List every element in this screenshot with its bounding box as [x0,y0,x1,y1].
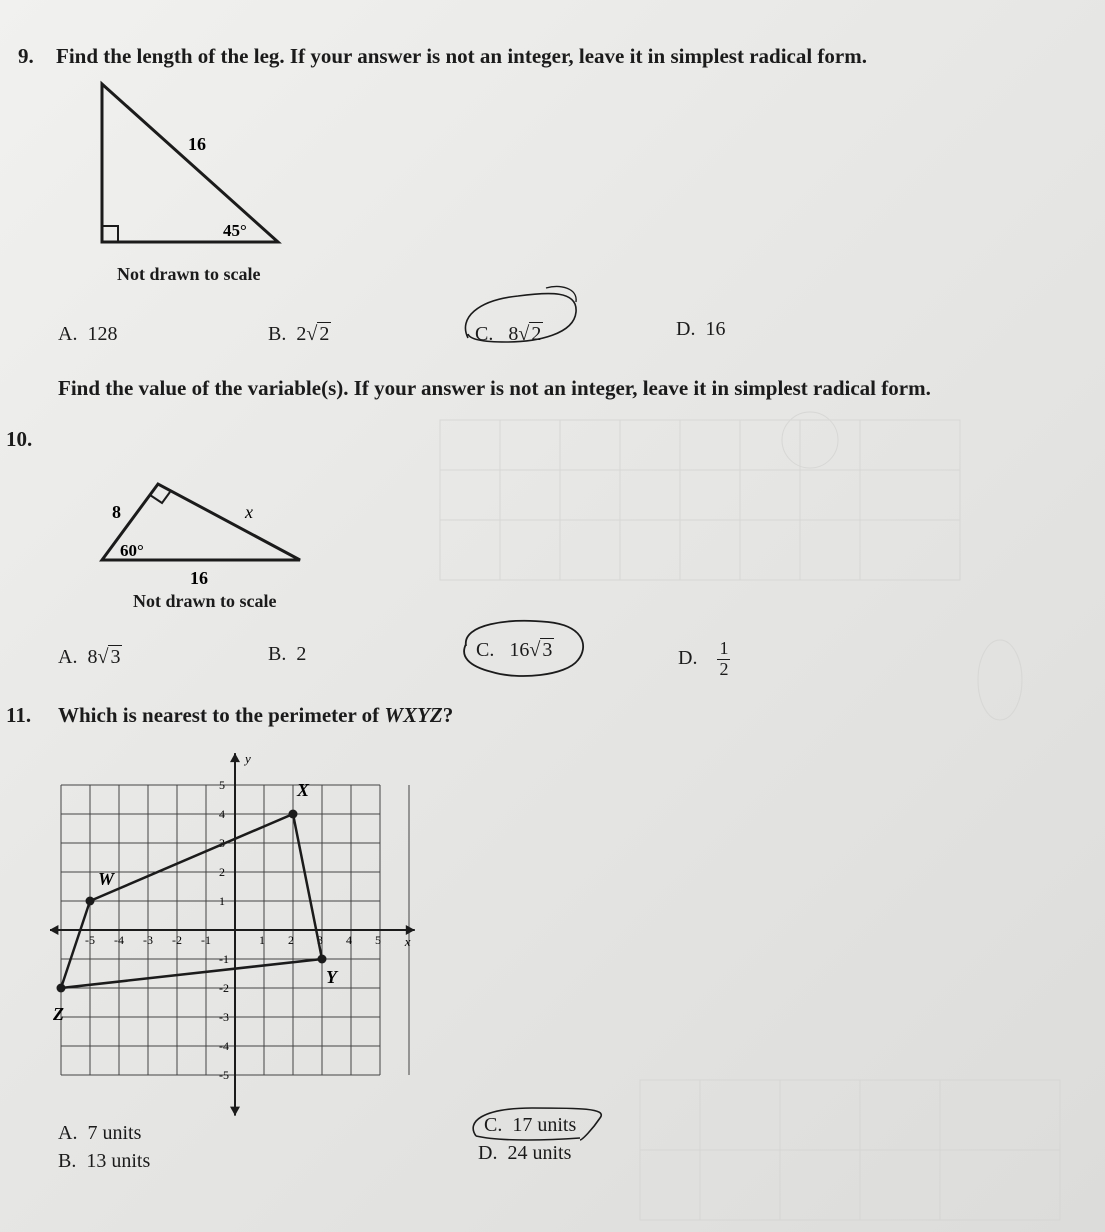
choice-letter: D. [676,318,696,340]
prompt-variable: WXYZ [384,703,443,727]
vertex-label-x: X [297,780,310,800]
base-label: 16 [190,568,208,588]
x-tick-label: -4 [114,933,124,947]
y-tick-label: -2 [219,981,229,995]
choice-letter: A. [58,323,78,345]
choice-letter: B. [268,643,287,665]
q9-right-triangle [90,78,290,258]
prompt-text: Which is nearest to the perimeter of [58,703,385,727]
choice-letter: A. [58,1122,78,1144]
choice-text: 24 units [507,1142,572,1164]
choice-letter: B. [58,1150,77,1172]
coordinate-graph [50,740,430,1120]
x-tick-label: -3 [143,933,153,947]
choice-letter: C. [475,323,494,345]
x-tick-label: -1 [201,933,211,947]
sqrt-symbol: √ [529,639,541,661]
q10-triangle [90,470,310,600]
q10-choice-b[interactable] [268,643,306,666]
question-9-prompt: Find the length of the leg. If your answer is not an integer, leave it in simplest radical form. [56,44,867,68]
fraction-numerator: 1 [719,638,729,658]
vertex-point-x [289,810,298,819]
y-tick-label: -4 [219,1039,229,1053]
vertex-label-y: Y [326,967,337,987]
q10-choice-d[interactable] [678,639,730,680]
variable-label: x [245,502,253,522]
y-axis-arrow-down [230,1107,240,1116]
x-tick-label: -5 [85,933,95,947]
x-tick-label: 5 [375,933,381,947]
q10-caption: Not drawn to scale [133,591,277,611]
vertex-label-z: Z [53,1004,64,1024]
vertex-point-z [57,984,66,993]
choice-letter: B. [268,323,287,345]
choice-coef: 2 [296,323,307,345]
sqrt-symbol: √ [306,323,318,345]
hypotenuse-label: 16 [188,134,206,154]
axes [50,753,415,1116]
fraction-denominator: 2 [719,658,729,679]
choice-text: 7 units [87,1122,142,1144]
choice-text: 128 [87,323,118,345]
choice-radicand: 3 [110,646,121,668]
choice-coef: 8 [508,323,519,345]
choice-text: 13 units [86,1150,151,1172]
right-angle-marker [102,226,118,242]
choice-coef: 16 [509,639,530,661]
q11-choice-b[interactable] [58,1150,150,1173]
x-tick-label: 4 [346,933,352,947]
y-tick-label: 2 [219,865,225,879]
sqrt-symbol: √ [97,646,109,668]
side-label: 8 [112,502,121,522]
y-tick-label: 4 [219,807,225,821]
triangle-shape [102,84,278,242]
q10-choice-a[interactable] [58,646,122,669]
right-angle-marker [150,492,170,503]
question-10-number: 10. [6,427,33,451]
q11-answer-circle [462,1100,612,1148]
x-axis-arrow-left [50,925,58,935]
choice-radicand: 2 [531,323,542,345]
y-tick-label: 1 [219,894,225,908]
choice-text: 2 [296,643,307,665]
tick-labels [85,751,411,1082]
question-11-number: 11. [6,703,32,727]
q9-choice-a[interactable] [58,323,117,346]
x-axis-label: x [404,934,411,949]
q9-choice-b[interactable] [268,323,331,346]
choice-letter: D. [478,1142,498,1164]
x-tick-label: 2 [288,933,294,947]
q11-choice-a[interactable] [58,1122,141,1145]
vertex-point-w [86,897,95,906]
y-tick-label: -3 [219,1010,229,1024]
choice-text: 16 [705,318,726,340]
y-tick-label: 5 [219,778,225,792]
prompt-end: ? [442,703,454,727]
q10-answer-circle [438,608,598,684]
sqrt-symbol: √ [518,323,530,345]
choice-letter: A. [58,646,78,668]
q11-choice-d[interactable] [478,1142,571,1165]
q9-choice-d[interactable] [676,318,725,341]
section-instruction: Find the value of the variable(s). If your answer is not an integer, leave it in simplest radical form. [58,376,931,400]
choice-text: 17 units [512,1114,577,1136]
q9-caption: Not drawn to scale [117,264,261,284]
y-axis-label: y [245,751,251,767]
x-tick-label: 1 [259,933,265,947]
vertex-point-y [318,955,327,964]
choice-radicand: 3 [542,639,553,661]
question-9-number: 9. [18,44,34,68]
x-tick-label: -2 [172,933,182,947]
x-tick-label: 3 [317,933,323,947]
angle-label: 45° [223,221,247,240]
choice-coef: 8 [87,646,98,668]
choice-letter: D. [678,646,698,669]
angle-label: 60° [120,541,144,560]
y-tick-label: -1 [219,952,229,966]
y-tick-label: -5 [219,1068,229,1082]
choice-letter: C. [484,1114,503,1136]
q9-answer-circle [448,278,588,358]
choice-letter: C. [476,639,495,661]
y-tick-label: 3 [219,836,225,850]
fraction [717,639,730,680]
question-11-prompt [58,703,453,728]
choice-radicand: 2 [319,323,330,345]
vertex-label-w: W [98,869,115,889]
y-axis-arrow-up [230,753,240,762]
